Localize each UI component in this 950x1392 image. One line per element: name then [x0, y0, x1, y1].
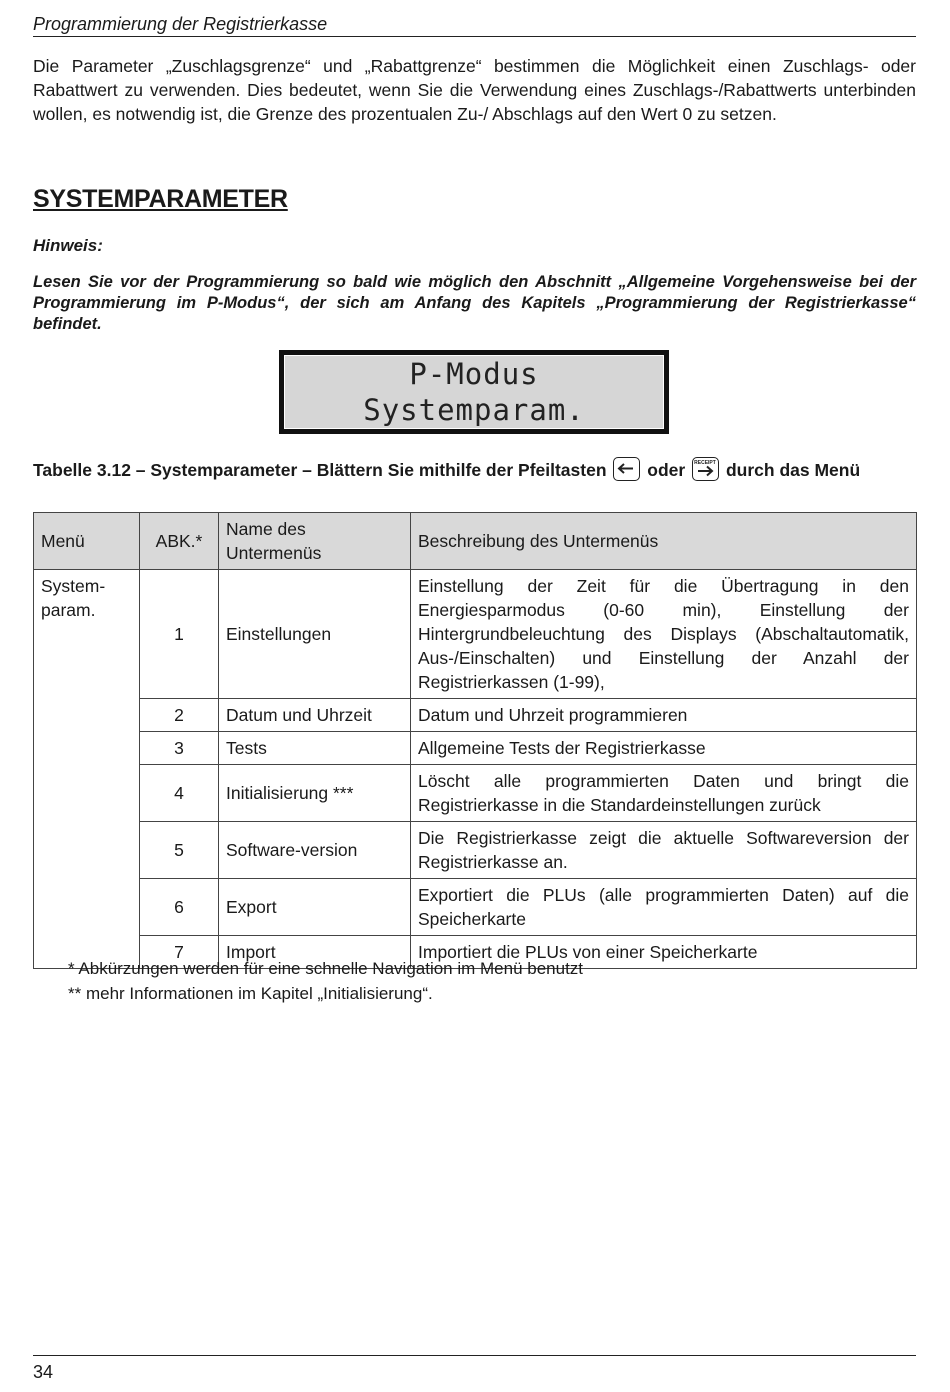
- submenu-name-cell: Einstellungen: [219, 570, 411, 699]
- abk-cell: 3: [140, 732, 219, 765]
- header-submenu-description: Beschreibung des Untermenüs: [411, 513, 917, 570]
- caption-prefix: Tabelle 3.12 – Systemparameter – Blättern Sie mithilfe der Pfeiltasten: [33, 460, 607, 480]
- table-header-row: [34, 513, 917, 570]
- menu-cell: System-param.: [34, 570, 140, 969]
- footer-divider: [33, 1355, 916, 1356]
- table-row: [34, 732, 917, 765]
- submenu-description-cell: Exportiert die PLUs (alle programmierten Daten) auf die Speicherkarte: [411, 879, 917, 936]
- table-row: [34, 765, 917, 822]
- header-menu: Menü: [34, 513, 140, 570]
- page-header: Programmierung der Registrierkasse: [33, 13, 916, 37]
- lcd-line-2: Systemparam.: [363, 393, 585, 427]
- footnotes: [68, 956, 583, 1006]
- intro-paragraph: Die Parameter „Zuschlagsgrenze“ und „Rabattgrenze“ bestimmen die Möglichkeit einen Zuschlags- oder Rabattwert zu verwenden. Dies bedeutet, wenn Sie die Verwendung eines Zuschlags-/Rabattwerts unterbinden wollen, es notwendig ist, die Grenze des prozentualen Zu-/ Abschlags auf den Wert 0 zu setzen.: [33, 56, 916, 124]
- submenu-name-cell: Tests: [219, 732, 411, 765]
- submenu-description-cell: Datum und Uhrzeit programmieren: [411, 699, 917, 732]
- lcd-display: [279, 350, 669, 434]
- abk-cell: 1: [140, 570, 219, 699]
- abk-cell: 4: [140, 765, 219, 822]
- submenu-name-cell: Software-version: [219, 822, 411, 879]
- hint-text: Lesen Sie vor der Programmierung so bald wie möglich den Abschnitt „Allgemeine Vorgehensweise bei der Programmierung im P-Modus“, der sich am Anfang des Kapitels „Programmierung der Registrierkasse“ befindet.: [33, 273, 916, 333]
- header-abk: ABK.*: [140, 513, 219, 570]
- submenu-description-cell: Importiert die PLUs von einer Speicherkarte: [411, 936, 917, 969]
- caption-suffix: durch das Menü: [725, 460, 861, 480]
- hint-label: Hinweis:: [33, 236, 103, 255]
- abk-cell: 5: [140, 822, 219, 879]
- footnote-1: * Abkürzungen werden für eine schnelle Navigation im Menü benutzt: [68, 959, 584, 978]
- submenu-name-cell: Datum und Uhrzeit: [219, 699, 411, 732]
- footnote-2: ** mehr Informationen im Kapitel „Initialisierung“.: [68, 984, 433, 1003]
- submenu-name-cell: Initialisierung ***: [219, 765, 411, 822]
- table-row: [34, 879, 917, 936]
- caption-connector: oder: [647, 460, 686, 480]
- lcd-screen: [284, 355, 664, 429]
- table-caption: [33, 458, 916, 483]
- table-row: [34, 822, 917, 879]
- receipt-key-label: RECEIPT: [694, 460, 716, 467]
- submenu-description-cell: Allgemeine Tests der Registrierkasse: [411, 732, 917, 765]
- submenu-description-cell: Einstellung der Zeit für die Übertragung in den Energiesparmodus (0-60 min), Einstellung der Hintergrundbeleuchtung des Displays (Abschaltautomatik, Aus-/Einschalten) und Einstellung der Anzahl der Registrierkassen (1-99),: [411, 570, 917, 699]
- header-submenu-name: Name des Untermenüs: [219, 513, 411, 570]
- abk-cell: 7: [140, 936, 219, 969]
- receipt-right-arrow-key-icon: [692, 457, 719, 481]
- abk-cell: 6: [140, 879, 219, 936]
- system-parameter-table: [33, 512, 917, 969]
- lcd-line-1: P-Modus: [409, 357, 539, 391]
- submenu-description-cell: Die Registrierkasse zeigt die aktuelle Softwareversion der Registrierkasse an.: [411, 822, 917, 879]
- abk-cell: 2: [140, 699, 219, 732]
- submenu-name-cell: Export: [219, 879, 411, 936]
- page-number: 34: [33, 1362, 54, 1382]
- submenu-name-cell: Import: [219, 936, 411, 969]
- left-arrow-key-icon: [613, 457, 640, 481]
- section-title: SYSTEMPARAMETER: [33, 185, 288, 213]
- submenu-description-cell: Löscht alle programmierten Daten und bringt die Registrierkasse in die Standardeinstellungen zurück: [411, 765, 917, 822]
- table-row: [34, 699, 917, 732]
- table-row: [34, 570, 917, 699]
